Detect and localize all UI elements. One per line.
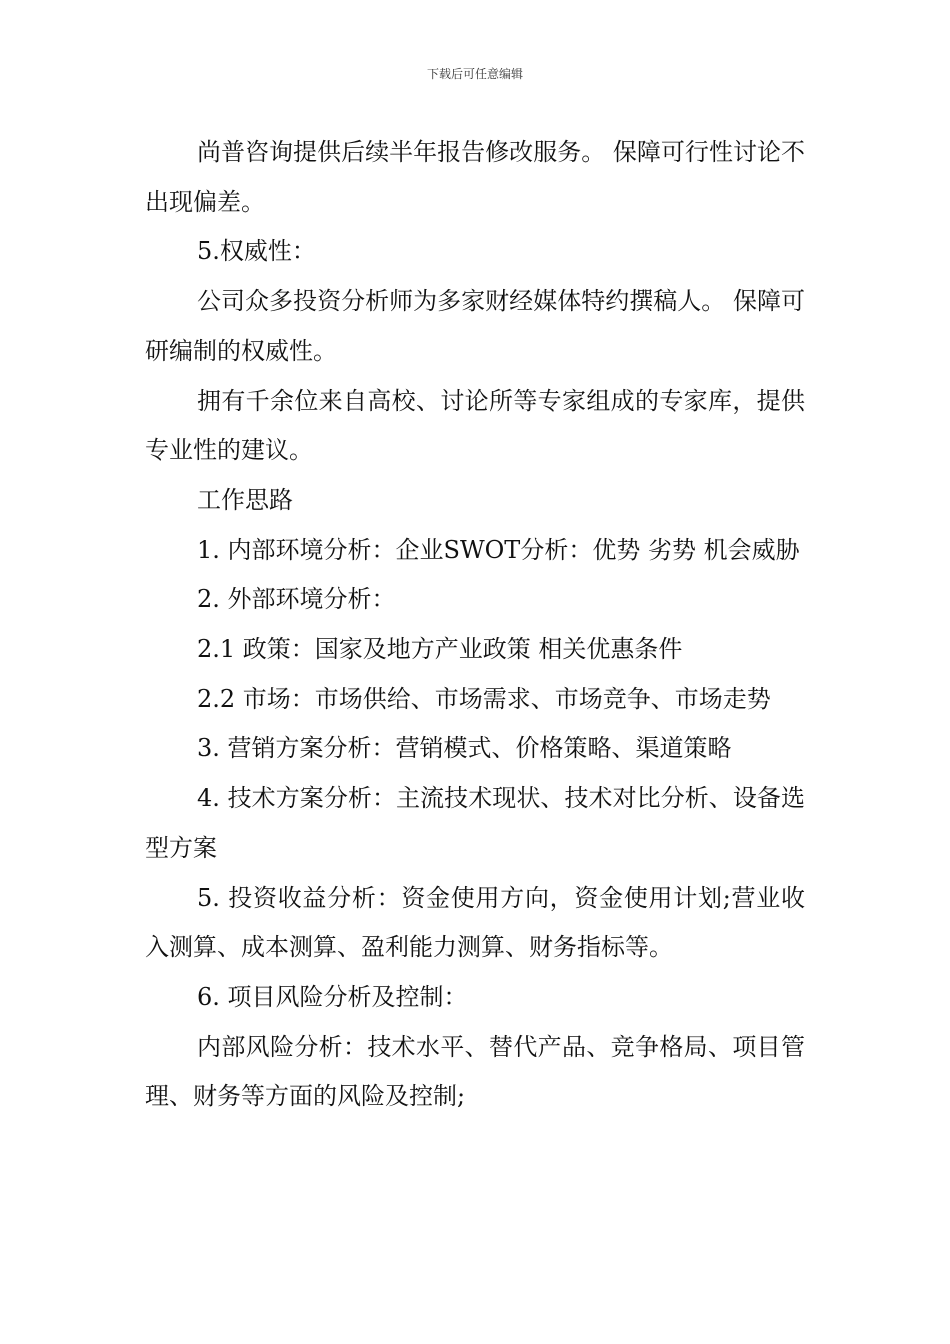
paragraph-analysts: 公司众多投资分析师为多家财经媒体特约撰稿人。 保障可研编制的权威性。 <box>145 287 805 365</box>
heading-authority: 5.权威性： <box>197 237 316 266</box>
item-investment-return: 5. 投资收益分析：资金使用方向，资金使用计划;营业收入测算、成本测算、盈利能力测算、财务指标等。 <box>145 883 805 962</box>
document-body <box>145 128 805 1122</box>
paragraph-internal-risk: 内部风险分析：技术水平、替代产品、竞争格局、项目管理、财务等方面的风险及控制; <box>145 1032 805 1111</box>
heading-work-approach: 工作思路 <box>197 485 293 514</box>
item-policy: 2.1 政策：国家及地方产业政策 相关优惠条件 <box>197 635 683 664</box>
item-internal-analysis: 1. 内部环境分析：企业SWOT分析：优势 劣势 机会威胁 <box>197 535 800 564</box>
paragraph-service: 尚普咨询提供后续半年报告修改服务。 保障可行性讨论不出现偏差。 <box>145 138 805 216</box>
item-marketing-plan: 3. 营销方案分析：营销模式、价格策略、渠道策略 <box>197 734 732 763</box>
paragraph-expert-pool: 拥有千余位来自高校、讨论所等专家组成的专家库，提供专业性的建议。 <box>145 386 805 465</box>
item-market: 2.2 市场：市场供给、市场需求、市场竞争、市场走势 <box>197 684 771 713</box>
item-technical-plan: 4. 技术方案分析：主流技术现状、技术对比分析、设备选型方案 <box>145 784 805 862</box>
item-external-analysis: 2. 外部环境分析： <box>197 585 396 614</box>
item-risk-analysis: 6. 项目风险分析及控制： <box>197 982 468 1011</box>
page-header: 下载后可任意编辑 <box>426 67 523 81</box>
